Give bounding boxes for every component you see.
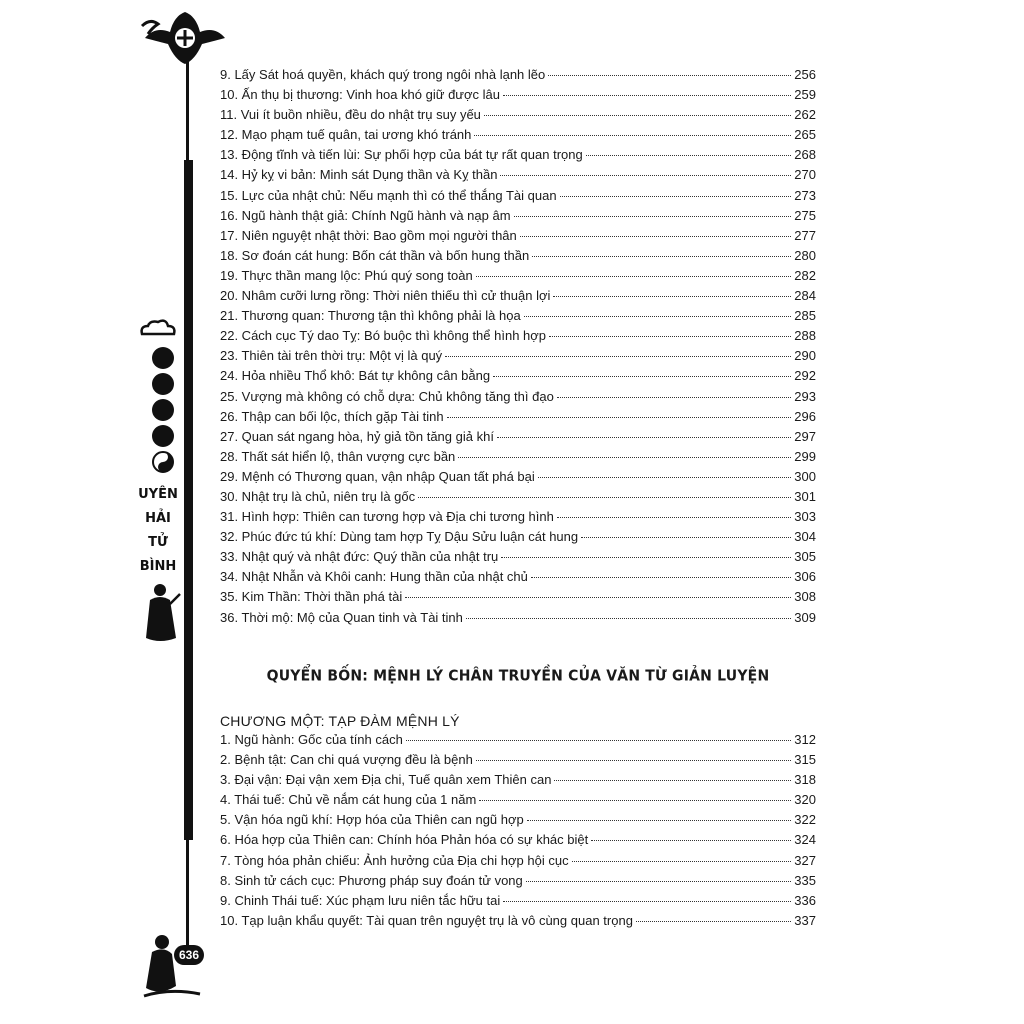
toc-entry <box>220 65 816 85</box>
toc-entry-page: 322 <box>794 812 816 828</box>
toc-entry-page: 293 <box>794 388 816 404</box>
toc-entry-page: 282 <box>794 267 816 283</box>
toc-leader-dots <box>549 324 791 337</box>
toc-entry <box>220 407 816 427</box>
toc-entry-title: 26. Thập can bối lộc, thích gặp Tài tinh <box>220 408 444 424</box>
toc-entry-page: 299 <box>794 448 816 464</box>
toc-entry <box>220 366 816 386</box>
toc-entry <box>220 507 816 527</box>
toc-entry-title: 15. Lực của nhật chủ: Nếu mạnh thì có thể thắng Tài quan <box>220 187 557 203</box>
toc-entry-title: 8. Sinh tử cách cục: Phương pháp suy đoán tử vong <box>220 872 523 888</box>
toc-entry-title: 6. Hóa hợp của Thiên can: Chính hóa Phản hóa có sự khác biệt <box>220 832 589 848</box>
toc-entry-page: 304 <box>794 529 816 545</box>
toc-entry-title: 22. Cách cục Tý dao Tỵ: Bó buộc thì không thể hình hợp <box>220 328 547 344</box>
toc-leader-dots <box>557 385 791 398</box>
toc-entry <box>220 206 816 226</box>
toc-entry-title: 36. Thời mộ: Mộ của Quan tinh và Tài tinh <box>220 609 463 625</box>
toc-entry-title: 10. Tạp luận khẩu quyết: Tài quan trên nguyệt trụ là vô cùng quan trọng <box>220 912 633 928</box>
toc-entry-title: 2. Bệnh tật: Can chi quá vượng đều là bệnh <box>220 752 473 768</box>
toc-leader-dots <box>636 909 791 922</box>
toc-entry <box>220 810 816 830</box>
toc-entry <box>220 226 816 246</box>
toc-entry-page: 305 <box>794 549 816 565</box>
toc-leader-dots <box>476 748 791 761</box>
toc-leader-dots <box>466 606 791 619</box>
cloud-ornament-icon <box>138 318 178 340</box>
toc-leader-dots <box>520 224 792 237</box>
toc-entry <box>220 547 816 567</box>
toc-entry <box>220 487 816 507</box>
toc-entry-page: 285 <box>794 308 816 324</box>
toc-entry-title: 23. Thiên tài trên thời trụ: Một vị là quý <box>220 348 443 364</box>
toc-entry-page: 290 <box>794 348 816 364</box>
toc-entry-page: 275 <box>794 207 816 223</box>
toc-entry-title: 13. Động tĩnh và tiến lùi: Sự phối hợp của bát tự rất quan trọng <box>220 147 583 163</box>
toc-entry-page: 335 <box>794 872 816 888</box>
side-title-word: UYÊN <box>138 487 178 502</box>
toc-entry-page: 288 <box>794 328 816 344</box>
toc-entry <box>220 145 816 165</box>
toc-entry-title: 7. Tòng hóa phản chiếu: Ảnh hưởng của Địa chi hợp hội cục <box>220 852 569 868</box>
toc-entry-title: 33. Nhật quý và nhật đức: Quý thần của nhật trụ <box>220 549 499 565</box>
toc-entry <box>220 730 816 750</box>
toc-entry-page: 296 <box>794 408 816 424</box>
toc-entry <box>220 326 816 346</box>
decorative-dot-icon <box>152 399 174 421</box>
toc-entry <box>220 105 816 125</box>
toc-entry-title: 17. Niên nguyệt nhật thời: Bao gồm mọi người thân <box>220 227 517 243</box>
toc-leader-dots <box>548 63 791 76</box>
toc-leader-dots <box>554 768 791 781</box>
toc-leader-dots <box>591 828 791 841</box>
toc-entry-title: 9. Chinh Thái tuế: Xúc phạm lưu niên tắc hữu tai <box>220 892 501 908</box>
toc-entry-page: 320 <box>794 792 816 808</box>
toc-list-upper <box>220 65 816 628</box>
sage-figure-icon <box>140 580 182 646</box>
toc-entry-page: 256 <box>794 67 816 82</box>
toc-leader-dots <box>557 505 791 518</box>
toc-leader-dots <box>474 123 791 136</box>
toc-entry <box>220 447 816 467</box>
toc-entry-page: 312 <box>794 732 816 747</box>
toc-leader-dots <box>406 728 791 741</box>
toc-leader-dots <box>497 425 791 438</box>
decorative-dot-icon <box>152 373 174 395</box>
toc-entry-page: 265 <box>794 127 816 143</box>
toc-leader-dots <box>418 485 791 498</box>
toc-entry-page: 324 <box>794 832 816 848</box>
toc-entry-title: 10. Ấn thụ bị thương: Vinh hoa khó giữ được lâu <box>220 87 500 103</box>
toc-entry <box>220 770 816 790</box>
toc-entry-title: 3. Đại vận: Đại vận xem Địa chi, Tuế quân xem Thiên can <box>220 772 552 788</box>
toc-entry <box>220 266 816 286</box>
toc-entry-title: 30. Nhật trụ là chủ, niên trụ là gốc <box>220 488 416 504</box>
toc-entry <box>220 608 816 628</box>
toc-entry-title: 29. Mệnh có Thương quan, vận nhập Quan tất phá bại <box>220 468 535 484</box>
toc-entry-title: 20. Nhâm cưỡi lưng rồng: Thời niên thiếu thì cử thuận lợi <box>220 288 551 304</box>
toc-leader-dots <box>445 344 791 357</box>
toc-entry <box>220 527 816 547</box>
book-section-title: QUYỂN BỐN: MỆNH LÝ CHÂN TRUYỀN CỦA VĂN TỪ GIẢN LUYỆN <box>266 667 770 685</box>
toc-entry-title: 9. Lấy Sát hoá quyền, khách quý trong ngôi nhà lạnh lẽo <box>220 67 546 82</box>
toc-entry-page: 280 <box>794 247 816 263</box>
toc-entry-title: 14. Hỷ kỵ vi bản: Minh sát Dụng thần và Kỵ thần <box>220 167 498 183</box>
toc-leader-dots <box>476 264 792 277</box>
toc-entry <box>220 830 816 850</box>
toc-entry-title: 35. Kim Thần: Thời thần phá tài <box>220 589 403 605</box>
side-title-word: TỬ <box>148 535 168 550</box>
side-title-word: BÌNH <box>139 559 177 574</box>
toc-entry-page: 262 <box>794 107 816 123</box>
toc-leader-dots <box>572 849 792 862</box>
toc-entry-title: 11. Vui ít buồn nhiều, đều do nhật trụ suy yếu <box>220 107 481 123</box>
chapter-title: CHƯƠNG MỘT: TẠP ĐÀM MỆNH LÝ <box>220 713 460 729</box>
toc-entry-page: 259 <box>794 87 816 103</box>
toc-entry <box>220 387 816 407</box>
toc-entry-page: 318 <box>794 772 816 788</box>
toc-entry-title: 31. Hình hợp: Thiên can tương hợp và Địa chi tương hình <box>220 509 554 525</box>
toc-entry <box>220 911 816 931</box>
side-title-word: HẢI <box>145 511 171 526</box>
toc-entry-page: 309 <box>794 609 816 625</box>
toc-entry-page: 301 <box>794 488 816 504</box>
toc-leader-dots <box>405 585 791 598</box>
toc-entry <box>220 85 816 105</box>
toc-leader-dots <box>493 364 791 377</box>
toc-entry-title: 5. Vận hóa ngũ khí: Hợp hóa của Thiên can ngũ hợp <box>220 812 524 828</box>
toc-entry-title: 28. Thất sát hiển lộ, thân vượng cực bần <box>220 448 456 464</box>
toc-entry-title: 27. Quan sát ngang hòa, hỷ giả tồn tăng giả khí <box>220 428 494 444</box>
toc-leader-dots <box>501 545 791 558</box>
toc-entry <box>220 851 816 871</box>
decorative-dot-icon <box>152 347 174 369</box>
toc-leader-dots <box>581 525 791 538</box>
toc-leader-dots <box>500 163 791 176</box>
toc-leader-dots <box>586 143 792 156</box>
toc-list-lower <box>220 730 816 931</box>
toc-entry-title: 25. Vượng mà không có chỗ dựa: Chủ không tăng thì đạo <box>220 388 554 404</box>
toc-entry-title: 16. Ngũ hành thật giả: Chính Ngũ hành và nạp âm <box>220 207 511 223</box>
toc-entry <box>220 346 816 366</box>
toc-leader-dots <box>503 83 791 96</box>
toc-entry-page: 284 <box>794 288 816 304</box>
toc-entry-page: 300 <box>794 468 816 484</box>
toc-leader-dots <box>532 244 791 257</box>
toc-leader-dots <box>458 445 791 458</box>
toc-leader-dots <box>553 284 791 297</box>
toc-entry <box>220 286 816 306</box>
toc-entry-page: 327 <box>794 852 816 868</box>
toc-entry-title: 19. Thực thần mang lộc: Phú quý song toàn <box>220 267 473 283</box>
toc-leader-dots <box>538 465 792 478</box>
toc-leader-dots <box>503 889 791 902</box>
toc-leader-dots <box>531 565 791 578</box>
toc-entry-page: 273 <box>794 187 816 203</box>
toc-entry-page: 306 <box>794 569 816 585</box>
toc-leader-dots <box>484 103 791 116</box>
margin-rule-thick <box>184 160 193 840</box>
lotus-ornament-icon <box>140 8 230 68</box>
toc-entry <box>220 871 816 891</box>
toc-entry-page: 292 <box>794 368 816 384</box>
toc-entry-title: 32. Phúc đức tú khí: Dùng tam hợp Tỵ Dậu Sửu luận cát hung <box>220 529 579 545</box>
toc-entry-page: 270 <box>794 167 816 183</box>
toc-entry-page: 268 <box>794 147 816 163</box>
toc-entry <box>220 891 816 911</box>
toc-entry-title: 12. Mạo phạm tuế quân, tai ương khó tránh <box>220 127 472 143</box>
toc-leader-dots <box>514 204 792 217</box>
figure-ornament-icon <box>140 930 212 1000</box>
toc-entry <box>220 750 816 770</box>
toc-entry-page: 303 <box>794 509 816 525</box>
decorative-dot-icon <box>152 425 174 447</box>
yin-yang-icon <box>152 451 174 473</box>
toc-entry-title: 21. Thương quan: Thương tận thì không phải là họa <box>220 308 521 324</box>
toc-entry-title: 18. Sơ đoán cát hung: Bốn cát thần và bốn hung thần <box>220 247 530 263</box>
toc-entry-page: 277 <box>794 227 816 243</box>
toc-entry-page: 337 <box>794 912 816 928</box>
toc-entry <box>220 427 816 447</box>
toc-entry-title: 24. Hỏa nhiều Thổ khô: Bát tự không cân bằng <box>220 368 491 384</box>
toc-leader-dots <box>527 808 792 821</box>
toc-entry <box>220 165 816 185</box>
toc-entry <box>220 125 816 145</box>
toc-leader-dots <box>526 869 792 882</box>
toc-entry-title: 4. Thái tuế: Chủ về nắm cát hung của 1 năm <box>220 792 477 808</box>
toc-entry <box>220 467 816 487</box>
toc-leader-dots <box>524 304 792 317</box>
toc-entry-title: 1. Ngũ hành: Gốc của tính cách <box>220 732 403 747</box>
toc-entry-page: 315 <box>794 752 816 768</box>
toc-leader-dots <box>479 788 791 801</box>
toc-entry <box>220 246 816 266</box>
toc-entry-page: 297 <box>794 428 816 444</box>
toc-entry <box>220 790 816 810</box>
toc-leader-dots <box>560 184 792 197</box>
toc-entry-page: 336 <box>794 892 816 908</box>
toc-entry <box>220 587 816 607</box>
toc-entry-title: 34. Nhật Nhẫn và Khôi canh: Hung thần của nhật chủ <box>220 569 528 585</box>
page-number: 636 <box>174 945 204 965</box>
toc-entry-page: 308 <box>794 589 816 605</box>
toc-leader-dots <box>447 405 792 418</box>
toc-entry <box>220 306 816 326</box>
toc-entry <box>220 567 816 587</box>
toc-entry <box>220 186 816 206</box>
